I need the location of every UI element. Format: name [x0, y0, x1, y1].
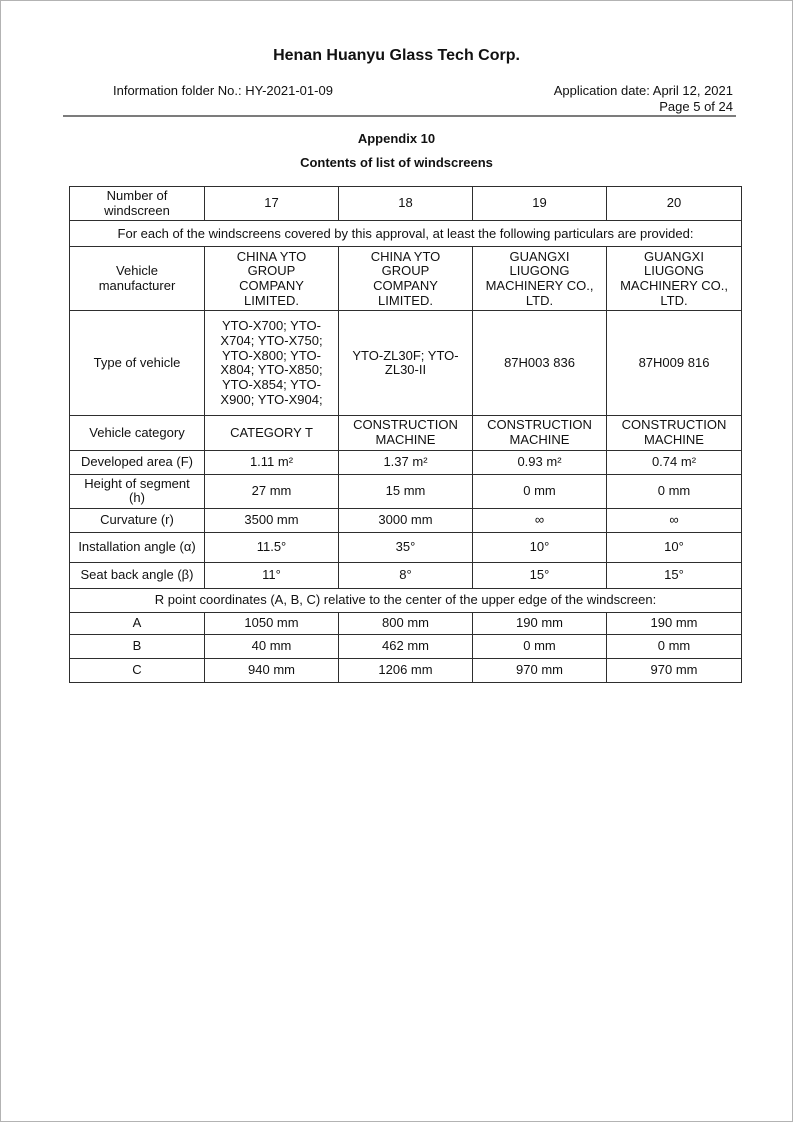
cell-value: 0 mm: [607, 635, 742, 659]
cell-value: 15°: [473, 563, 607, 589]
cell-value: 190 mm: [607, 613, 742, 635]
windscreen-table: [69, 186, 742, 683]
cell-value: GUANGXI LIUGONG MACHINERY CO., LTD.: [607, 247, 742, 311]
r-point-note: R point coordinates (A, B, C) relative to the center of the upper edge of the windscreen:: [70, 589, 742, 613]
row-label: Installation angle (α): [70, 533, 205, 563]
row-label: Developed area (F): [70, 450, 205, 474]
row-label-number-of-windscreen: Number of windscreen: [70, 187, 205, 221]
cell-value: CHINA YTO GROUP COMPANY LIMITED.: [339, 247, 473, 311]
windscreen-number-19: 19: [473, 187, 607, 221]
cell-value: 8°: [339, 563, 473, 589]
table-row-coordinate-c: [70, 659, 742, 683]
row-label: Height of segment (h): [70, 474, 205, 508]
row-label: Seat back angle (β): [70, 563, 205, 589]
table-row-coordinate-a: [70, 613, 742, 635]
r-point-note-row: [70, 589, 742, 613]
row-label: B: [70, 635, 205, 659]
table-row-vehicle-category: [70, 416, 742, 450]
cell-value: YTO-X700; YTO-X704; YTO-X750; YTO-X800; YTO-X804; YTO-X850; YTO-X854; YTO-X900; YTO-X904;: [205, 311, 339, 416]
cell-value: 15 mm: [339, 474, 473, 508]
table-note: For each of the windscreens covered by this approval, at least the following particulars are provided:: [70, 221, 742, 247]
cell-value: 462 mm: [339, 635, 473, 659]
cell-value: 1.37 m²: [339, 450, 473, 474]
row-label: C: [70, 659, 205, 683]
cell-value: GUANGXI LIUGONG MACHINERY CO., LTD.: [473, 247, 607, 311]
table-row-seat-back-angle: [70, 563, 742, 589]
cell-value: CONSTRUCTION MACHINE: [607, 416, 742, 450]
cell-value: 0 mm: [473, 635, 607, 659]
cell-value: 0.74 m²: [607, 450, 742, 474]
cell-value: 0.93 m²: [473, 450, 607, 474]
cell-value: CATEGORY T: [205, 416, 339, 450]
row-label: Vehicle category: [70, 416, 205, 450]
cell-value: 15°: [607, 563, 742, 589]
table-row-height-of-segment: [70, 474, 742, 508]
cell-value: 87H003 836: [473, 311, 607, 416]
page-number: Page 5 of 24: [659, 99, 733, 114]
cell-value: 11.5°: [205, 533, 339, 563]
cell-value: 35°: [339, 533, 473, 563]
cell-value: 1050 mm: [205, 613, 339, 635]
windscreen-number-20: 20: [607, 187, 742, 221]
table-row-coordinate-b: [70, 635, 742, 659]
application-date: Application date: April 12, 2021: [553, 83, 733, 98]
windscreen-number-17: 17: [205, 187, 339, 221]
cell-value: 3500 mm: [205, 509, 339, 533]
header-rule: [63, 115, 736, 117]
row-label: A: [70, 613, 205, 635]
cell-value: 3000 mm: [339, 509, 473, 533]
cell-value: 0 mm: [607, 474, 742, 508]
table-row-type-of-vehicle: [70, 311, 742, 416]
cell-value: 970 mm: [607, 659, 742, 683]
cell-value: CONSTRUCTION MACHINE: [473, 416, 607, 450]
cell-value: 800 mm: [339, 613, 473, 635]
info-folder-number: Information folder No.: HY-2021-01-09: [113, 83, 333, 98]
table-row-curvature: [70, 509, 742, 533]
cell-value: 40 mm: [205, 635, 339, 659]
cell-value: ∞: [473, 509, 607, 533]
cell-value: 10°: [473, 533, 607, 563]
cell-value: 940 mm: [205, 659, 339, 683]
cell-value: 1206 mm: [339, 659, 473, 683]
document-meta-row: [113, 83, 733, 98]
table-header-row: [70, 187, 742, 221]
windscreen-number-18: 18: [339, 187, 473, 221]
cell-value: 970 mm: [473, 659, 607, 683]
company-title: Henan Huanyu Glass Tech Corp.: [273, 47, 520, 64]
cell-value: 27 mm: [205, 474, 339, 508]
cell-value: 190 mm: [473, 613, 607, 635]
table-row-developed-area: [70, 450, 742, 474]
appendix-title: Appendix 10: [357, 131, 436, 146]
cell-value: CHINA YTO GROUP COMPANY LIMITED.: [205, 247, 339, 311]
document-subtitle: Contents of list of windscreens: [300, 155, 493, 170]
cell-value: YTO-ZL30F; YTO-ZL30-II: [339, 311, 473, 416]
cell-value: 1.11 m²: [205, 450, 339, 474]
table-row-installation-angle: [70, 533, 742, 563]
table-note-row: [70, 221, 742, 247]
table-row-vehicle-manufacturer: [70, 247, 742, 311]
cell-value: 11°: [205, 563, 339, 589]
row-label: Vehicle manufacturer: [70, 247, 205, 311]
row-label: Curvature (r): [70, 509, 205, 533]
cell-value: ∞: [607, 509, 742, 533]
cell-value: CONSTRUCTION MACHINE: [339, 416, 473, 450]
row-label: Type of vehicle: [70, 311, 205, 416]
cell-value: 87H009 816: [607, 311, 742, 416]
cell-value: 0 mm: [473, 474, 607, 508]
cell-value: 10°: [607, 533, 742, 563]
